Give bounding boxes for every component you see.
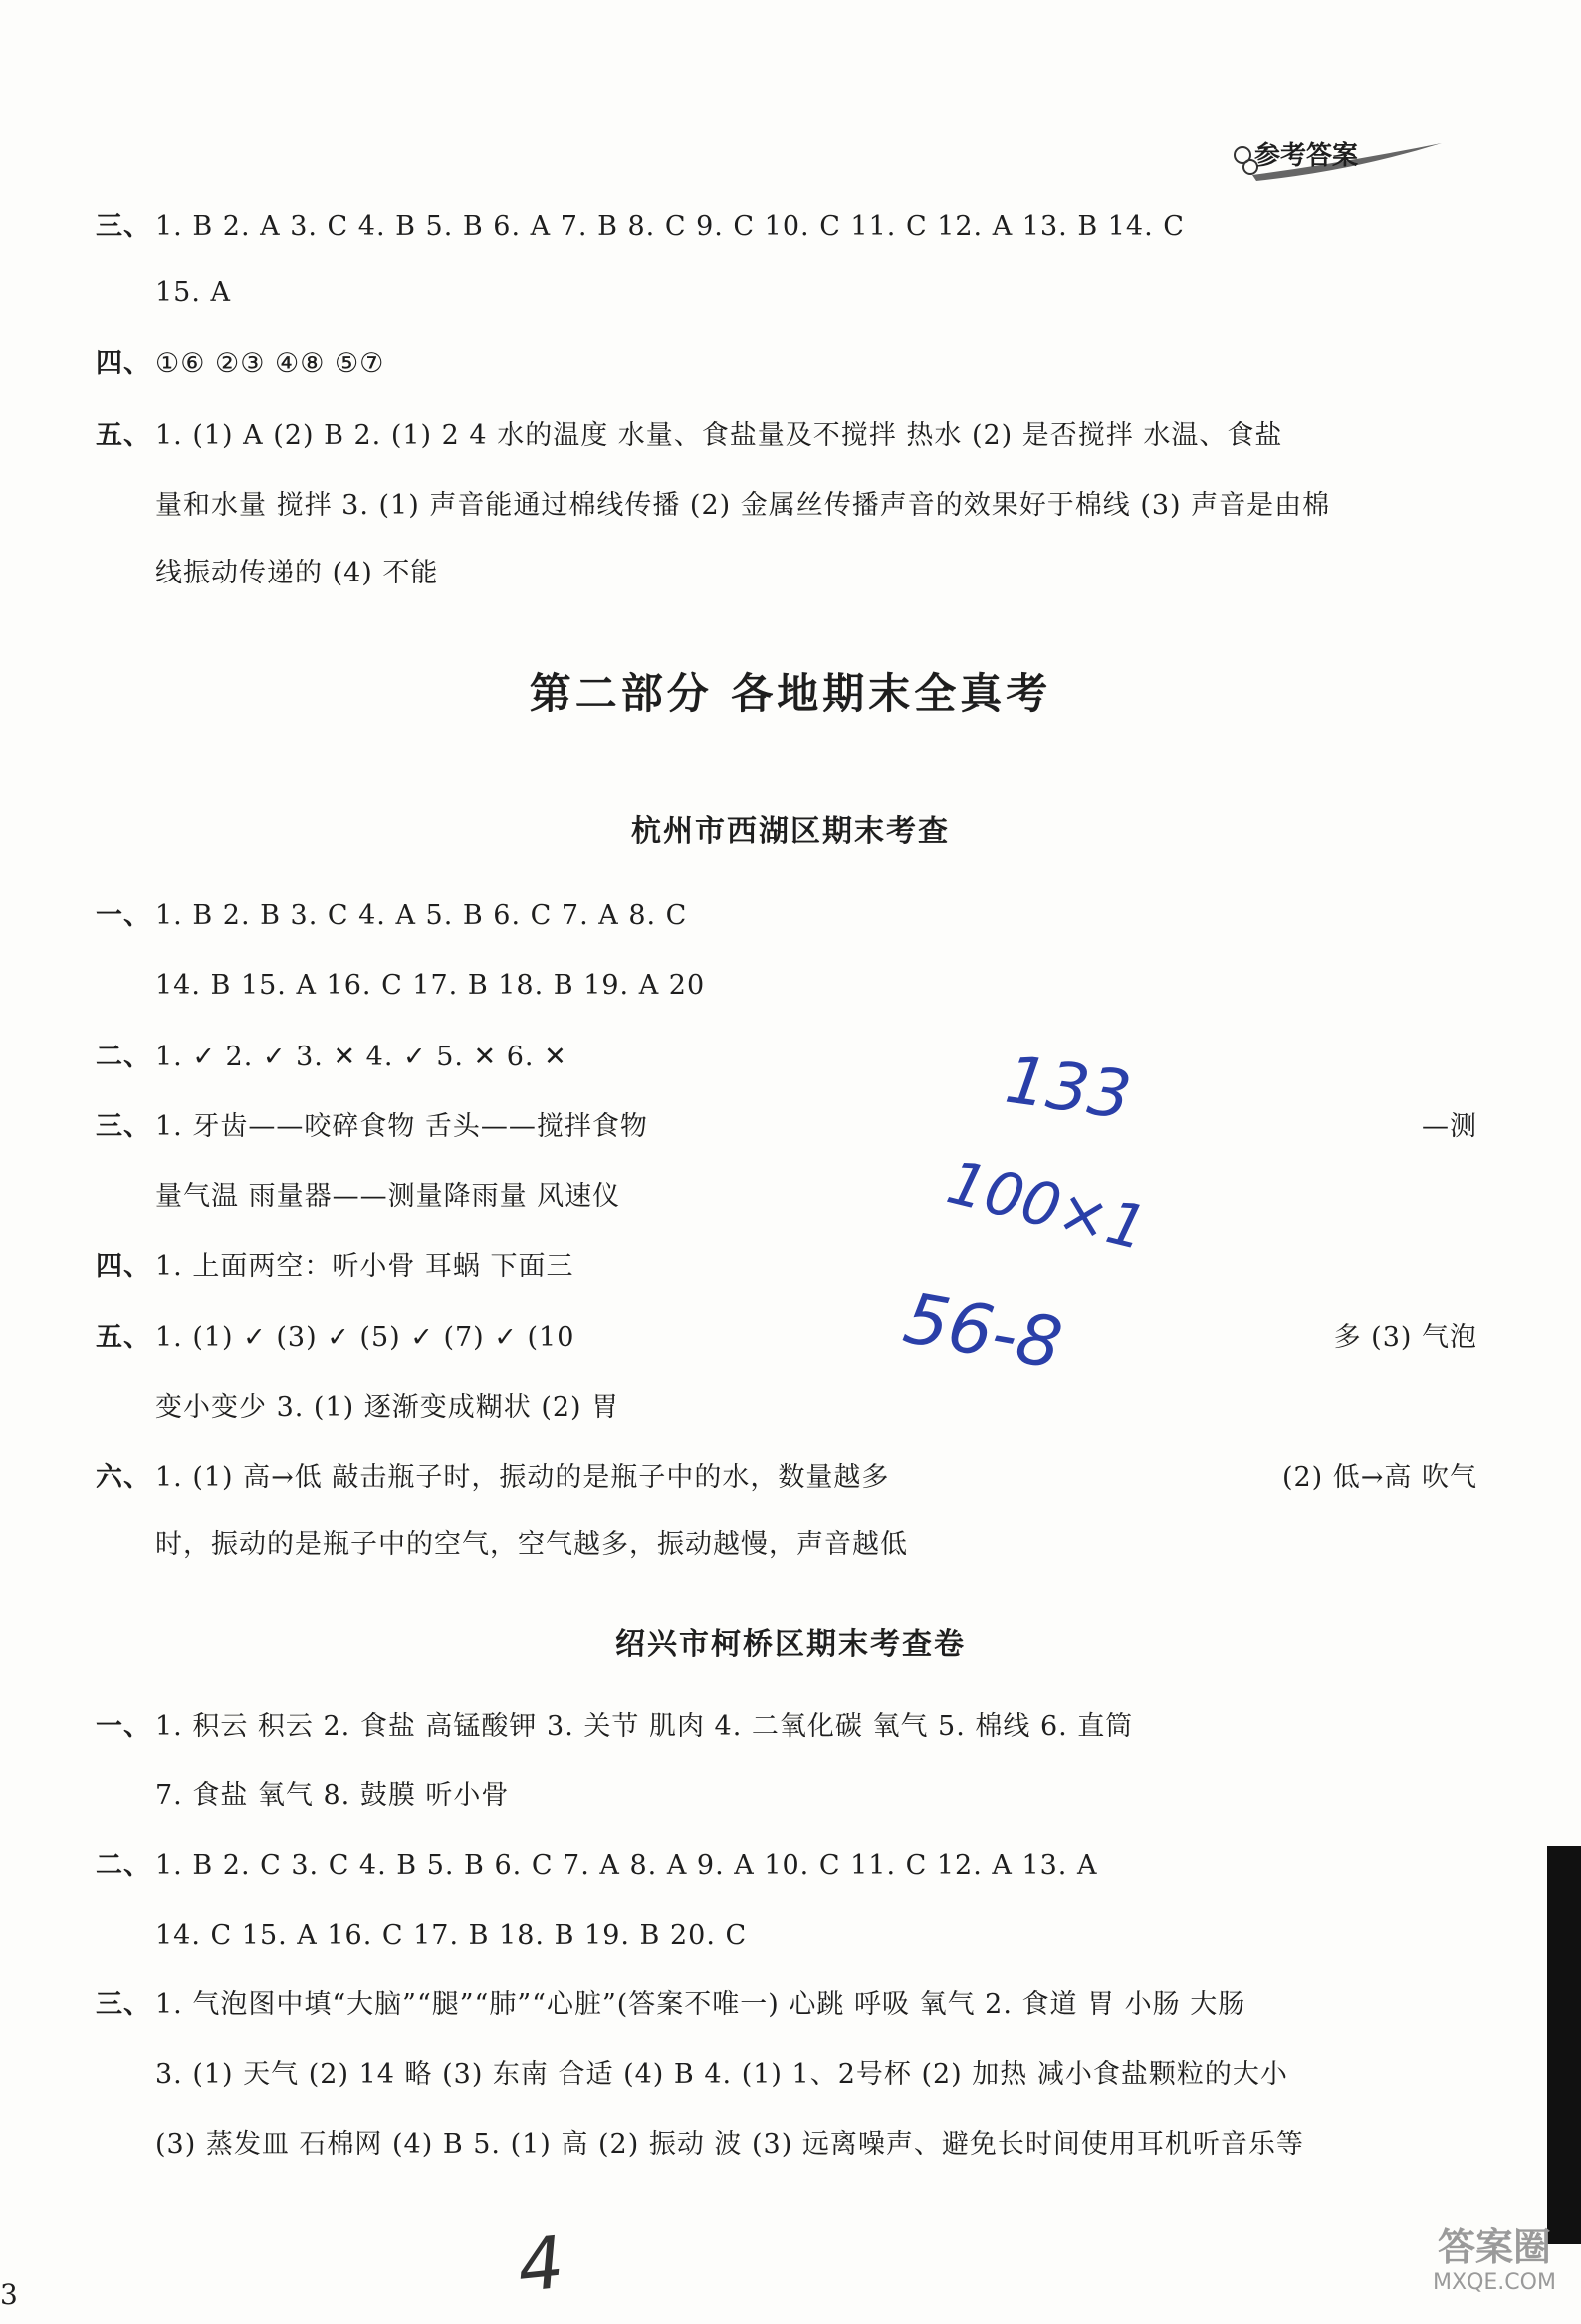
- answer-text: 1. ✓ 2. ✓ 3. ✕ 4. ✓ 5. ✕ 6. ✕: [155, 1042, 567, 1072]
- answer-text: 1. (1) 高→低 敲击瓶子时，振动的是瓶子中的水，数量越多: [155, 1462, 890, 1493]
- answer-text: 1. B 2. B 3. C 4. A 5. B 6. C 7. A 8. C: [155, 900, 688, 931]
- part-title: 第二部分 各地期末全真考: [529, 669, 1052, 718]
- section-label: 二、: [96, 1042, 151, 1072]
- section-label: 五、: [96, 420, 151, 451]
- answer-text: 7. 食盐 氧气 8. 鼓膜 听小骨: [155, 1780, 510, 1811]
- exam1-title: 杭州市西湖区期末考查: [631, 814, 950, 849]
- answer-text: 1. (1) ✓ (3) ✓ (5) ✓ (7) ✓ (10: [155, 1322, 575, 1353]
- page-number: 3: [0, 2278, 18, 2311]
- answer-text: 1. 上面两空：听小骨 耳蜗 下面三: [155, 1251, 574, 1281]
- watermark-url: MXQE.COM: [1433, 2270, 1556, 2295]
- scan-edge-shadow: [1547, 1846, 1581, 2244]
- exam2-title: 绍兴市柯桥区期末考查卷: [615, 1627, 966, 1662]
- section-label: 五、: [96, 1322, 151, 1353]
- answer-text: 14. B 15. A 16. C 17. B 18. B 19. A 20: [155, 970, 706, 1001]
- answer-text: (3) 蒸发皿 石棉网 (4) B 5. (1) 高 (2) 振动 波 (3) 远离噪声、避免长时间使用耳机听音乐等: [155, 2129, 1304, 2160]
- section-label: 三、: [96, 1111, 151, 1142]
- answer-text: 1. 积云 积云 2. 食盐 高锰酸钾 3. 关节 肌肉 4. 二氧化碳 氧气 5. 棉线 6. 直筒: [155, 1711, 1134, 1742]
- answer-text: (2) 低→高 吹气: [1281, 1462, 1477, 1493]
- answer-text: ①⑥ ②③ ④⑧ ⑤⑦: [155, 349, 385, 379]
- answer-text: 1. 气泡图中填“大脑”“腿”“肺”“心脏”(答案不唯一) 心跳 呼吸 氧气 2. 食道 胃 小肠 大肠: [155, 1989, 1246, 2020]
- section-label: 二、: [96, 1850, 151, 1881]
- handwritten-note: 100×1: [940, 1147, 1154, 1265]
- answer-text: 量和水量 搅拌 3. (1) 声音能通过棉线传播 (2) 金属丝传播声音的效果好于棉线 (3) 声音是由棉: [155, 490, 1331, 521]
- section-label: 四、: [96, 349, 151, 379]
- handwritten-note: 56-8: [898, 1277, 1068, 1386]
- answer-text: 3. (1) 天气 (2) 14 略 (3) 东南 合适 (4) B 4. (1) 1、2号杯 (2) 加热 减小食盐颗粒的大小: [155, 2059, 1288, 2090]
- handwritten-note: 133: [1001, 1041, 1136, 1135]
- section-label: 一、: [96, 900, 151, 931]
- answer-text: 量气温 雨量器——测量降雨量 风速仪: [155, 1181, 621, 1212]
- answer-text: 多 (3) 气泡: [1333, 1322, 1477, 1353]
- answer-text: 1. B 2. C 3. C 4. B 5. B 6. C 7. A 8. A 9. A 10. C 11. C 12. A 13. A: [155, 1850, 1098, 1881]
- handwritten-note: 4: [513, 2219, 568, 2309]
- watermark-text: 答案圈: [1437, 2225, 1551, 2269]
- header-tag-text: 参考答案: [1254, 141, 1359, 171]
- answer-text: 1. 牙齿——咬碎食物 舌头——搅拌食物: [155, 1111, 648, 1142]
- answer-text: 14. C 15. A 16. C 17. B 18. B 19. B 20. C: [155, 1920, 748, 1951]
- answer-text: 变小变少 3. (1) 逐渐变成糊状 (2) 胃: [155, 1392, 620, 1423]
- section-label: 一、: [96, 1711, 151, 1742]
- answer-text: 线振动传递的 (4) 不能: [155, 558, 439, 588]
- answer-text: 15. A: [155, 277, 232, 308]
- answer-text: —测: [1422, 1111, 1477, 1142]
- section-label: 六、: [96, 1462, 151, 1493]
- answer-text: 时，振动的是瓶子中的空气，空气越多，振动越慢，声音越低: [155, 1529, 908, 1560]
- watermark-logo: [1420, 2224, 1569, 2314]
- section-label: 三、: [96, 211, 151, 242]
- section-label: 四、: [96, 1251, 151, 1281]
- answer-text: 1. B 2. A 3. C 4. B 5. B 6. A 7. B 8. C 9. C 10. C 11. C 12. A 13. B 14. C: [155, 211, 1185, 242]
- section-label: 三、: [96, 1989, 151, 2020]
- header-tag: [1233, 133, 1452, 189]
- answer-text: 1. (1) A (2) B 2. (1) 2 4 水的温度 水量、食盐量及不搅拌 热水 (2) 是否搅拌 水温、食盐: [155, 420, 1283, 451]
